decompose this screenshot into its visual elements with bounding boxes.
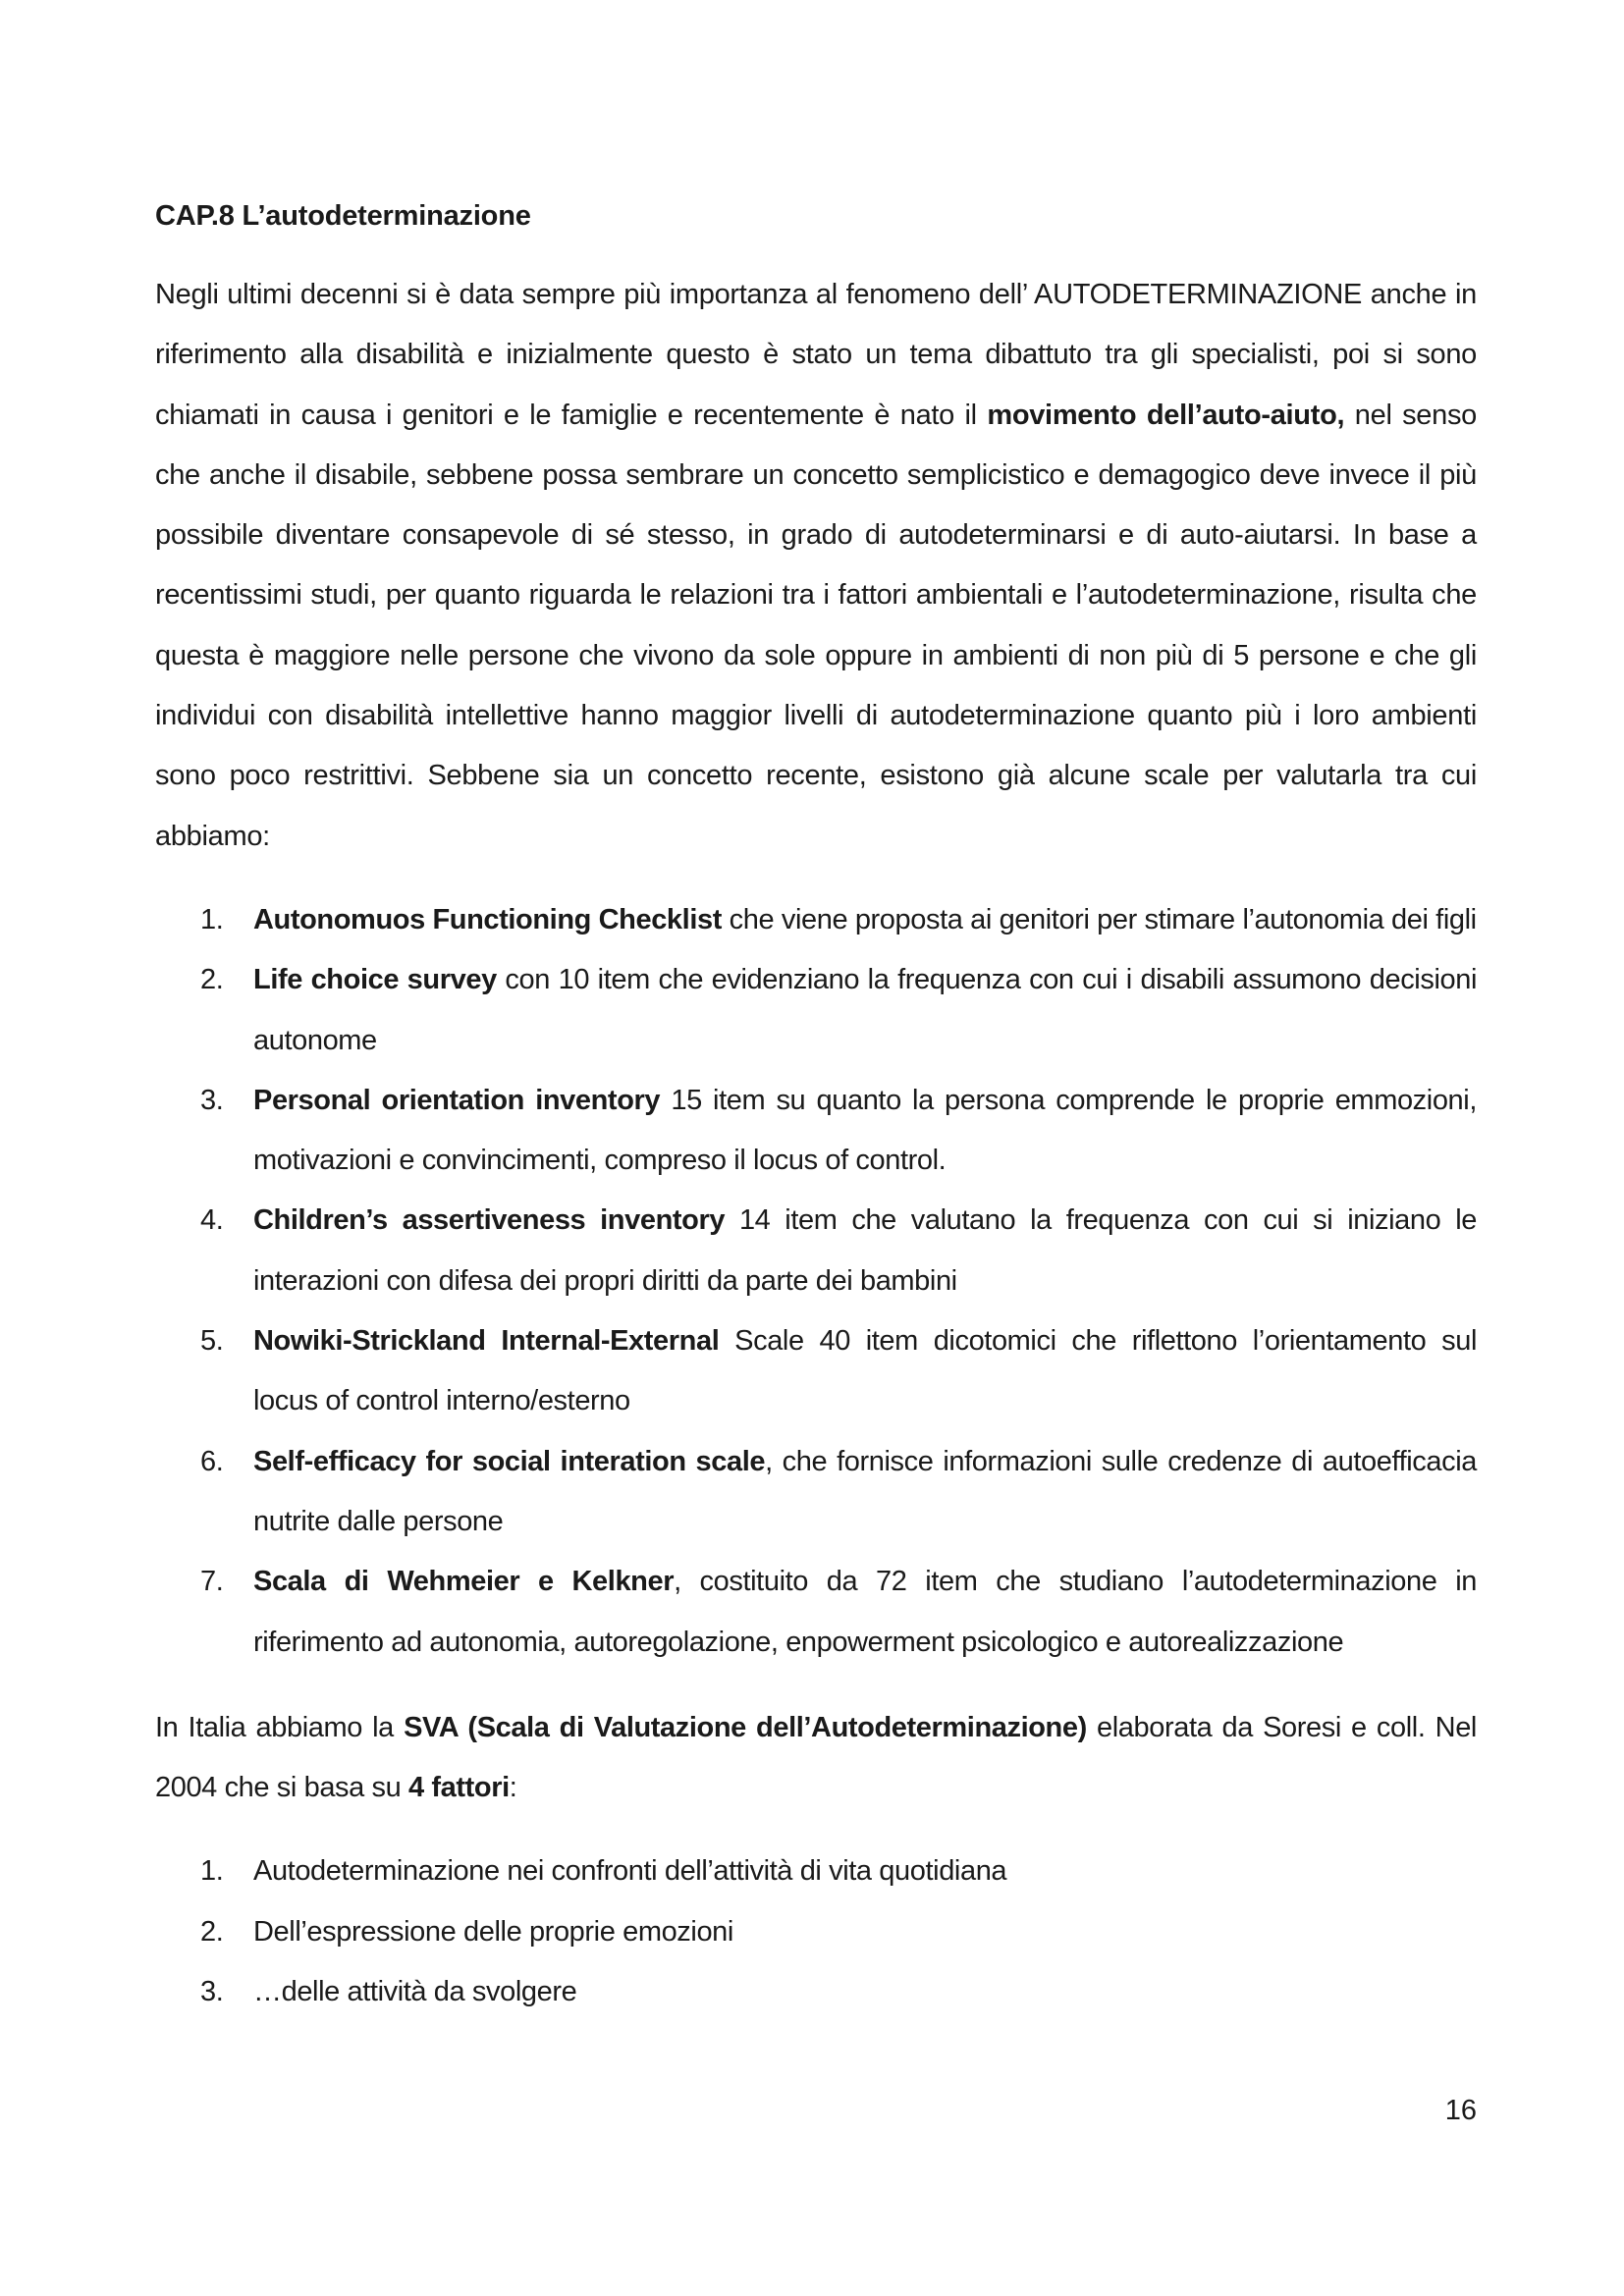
list-item-number: 4. [200, 1204, 224, 1237]
scale-description: che viene proposta ai genitori per stimare l’autonomia dei figli [721, 903, 1477, 935]
scale-name: Self-efficacy for social interation scale [253, 1445, 766, 1477]
intro-paragraph [155, 265, 1477, 867]
scale-name: Children’s assertiveness inventory [253, 1204, 726, 1237]
list-item [155, 950, 1477, 1071]
list-item-number: 1. [200, 1855, 224, 1888]
list-item-number: 3. [200, 1976, 224, 2008]
sva-bold-factors: 4 fattori [408, 1772, 510, 1804]
list-item [155, 890, 1477, 950]
list-item-number: 3. [200, 1084, 224, 1116]
intro-bold-term: movimento dell’auto-aiuto, [987, 399, 1345, 431]
scales-list [155, 890, 1477, 1673]
list-item [155, 1962, 1477, 2022]
scale-description: con 10 item che evidenziano la frequenza con cui i disabili assumono decisioni autonome [253, 964, 1477, 1056]
list-item [155, 1311, 1477, 1432]
page-number: 16 [1444, 2095, 1477, 2126]
scale-description: 15 item su quanto la persona comprende le proprie emmozioni, motivazioni e convincimenti, compreso il locus of control. [253, 1084, 1477, 1177]
scale-name: Nowiki-Strickland Internal-External [253, 1325, 720, 1358]
scale-description: , che fornisce informazioni sulle credenze di autoefficacia nutrite dalle persone [253, 1445, 1477, 1537]
factors-list [155, 1842, 1477, 2022]
scale-description: 14 item che valutano la frequenza con cui si iniziano le interazioni con difesa dei propri diritti da parte dei bambini [253, 1204, 1477, 1297]
intro-text-1: Negli ultimi decenni si è data sempre più importanza al fenomeno dell’ AUTODETERMINAZIONE anche in riferimento alla disabilità e inizialmente questo è stato un tema dibattuto tra gli specialisti, poi si sono chiamati in causa i genitori e le famiglie e recentemente è nato il [155, 279, 1477, 431]
sva-text-3: : [509, 1772, 517, 1804]
list-item-number: 2. [200, 1915, 224, 1948]
sva-paragraph [155, 1698, 1477, 1819]
scale-description: , costituito da 72 item che studiano l’autodeterminazione in riferimento ad autonomia, autoregolazione, enpowerment psicologico e autorealizzazione [253, 1566, 1478, 1658]
list-item-number: 2. [200, 964, 224, 996]
scale-name: Life choice survey [253, 964, 497, 996]
chapter-title: CAP.8 L’autodeterminazione [155, 200, 531, 232]
list-item [155, 1191, 1477, 1311]
sva-bold-name: SVA (Scala di Valutazione dell’Autodeterminazione) [404, 1711, 1087, 1743]
sva-text-1: In Italia abbiamo la [155, 1711, 405, 1743]
list-item-number: 6. [200, 1445, 224, 1477]
factor-text: …delle attività da svolgere [253, 1976, 577, 2008]
list-item-number: 1. [200, 903, 224, 935]
factor-text: Autodeterminazione nei confronti dell’attività di vita quotidiana [253, 1855, 1007, 1888]
list-item [155, 1071, 1477, 1192]
list-item [155, 1902, 1477, 1962]
list-item [155, 1432, 1477, 1553]
list-item [155, 1552, 1477, 1673]
factor-text: Dell’espressione delle proprie emozioni [253, 1915, 733, 1948]
list-item [155, 1842, 1477, 1901]
scale-name: Scala di Wehmeier e Kelkner [253, 1566, 675, 1598]
list-item-number: 5. [200, 1325, 224, 1358]
scale-description: Scale 40 item dicotomici che riflettono l’orientamento sul locus of control interno/esterno [253, 1325, 1477, 1417]
intro-text-2: nel senso che anche il disabile, sebbene possa sembrare un concetto semplicistico e demagogico deve invece il più possibile diventare consapevole di sé stesso, in grado di autodeterminarsi e di auto-aiutarsi. In base a recentissimi studi, per quanto riguarda le relazioni tra i fattori ambientali e l’autodeterminazione, risulta che questa è maggiore nelle persone che vivono da sole oppure in ambienti di non più di 5 persone e che gli individui con disabilità intellettive hanno maggior livelli di autodeterminazione quanto più i loro ambienti sono poco restrittivi. Sebbene sia un concetto recente, esistono già alcune scale per valutarla tra cui abbiamo: [155, 399, 1477, 852]
scale-name: Autonomuos Functioning Checklist [253, 903, 722, 935]
sva-text-2: elaborata da Soresi e coll. Nel 2004 che si basa su [155, 1711, 1477, 1804]
scale-name: Personal orientation inventory [253, 1084, 661, 1116]
list-item-number: 7. [200, 1566, 224, 1598]
page-content [155, 192, 1477, 2022]
